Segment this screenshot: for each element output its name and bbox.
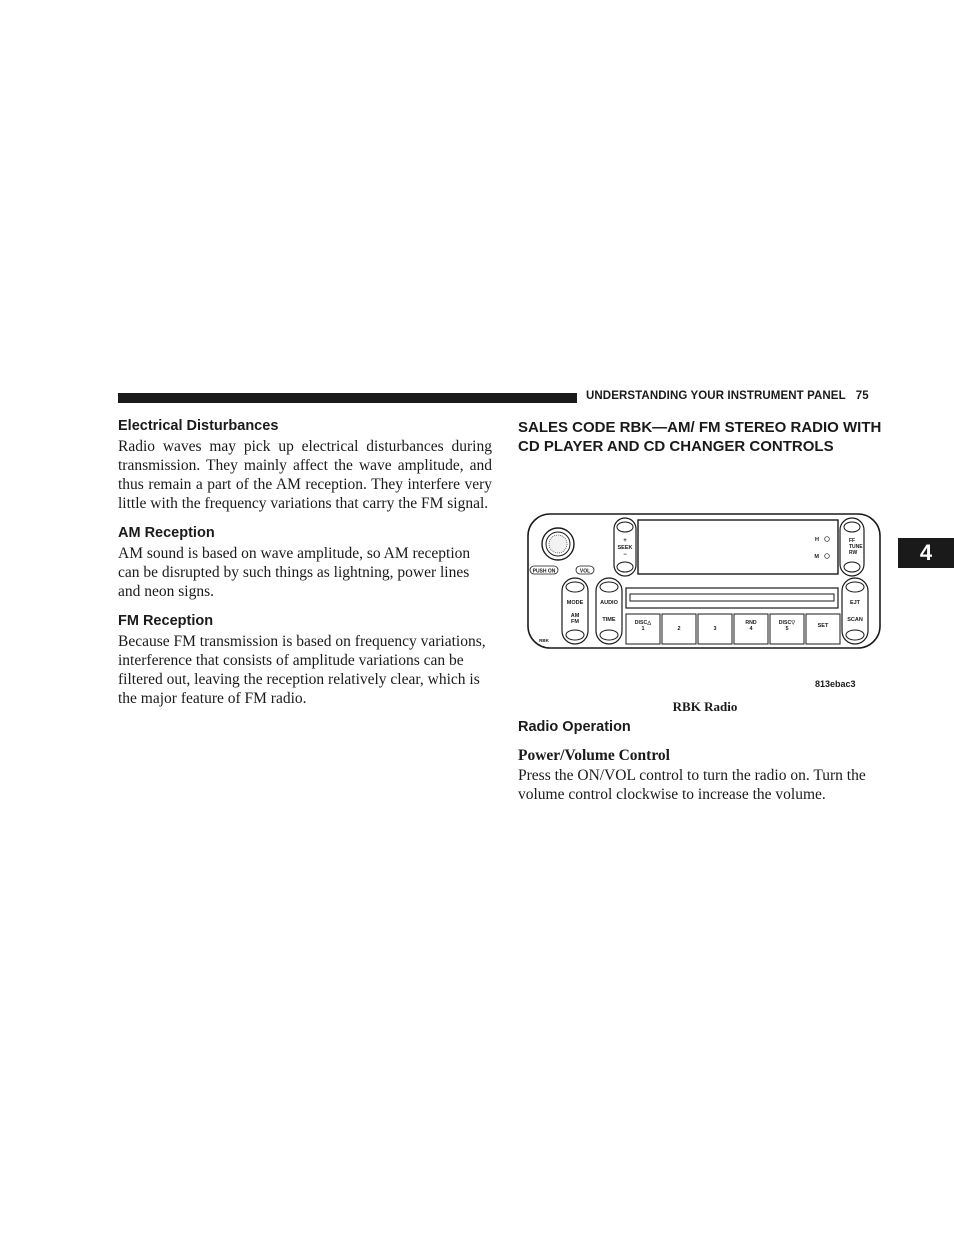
preset-3-label: 3 — [713, 626, 717, 632]
m-indicator-label: M — [814, 554, 819, 560]
preset-4-label: 4 — [749, 626, 753, 632]
ejt-label: EJT — [849, 600, 861, 606]
h-indicator-label: H — [815, 537, 819, 543]
fm-reception-text: Because FM transmission is based on frequency variations, interference that consists of amplitude variations can be filtered out, leaving the reception relatively clear, which is the major feature of FM radio. — [118, 633, 486, 707]
figure-code: 813ebac3 — [815, 679, 856, 689]
audio-label: AUDIO — [600, 600, 618, 606]
cd-slot-frame — [626, 588, 838, 608]
scan-label: SCAN — [847, 617, 863, 623]
radio-operation-heading: Radio Operation — [518, 719, 631, 735]
seek-up-button — [617, 522, 633, 532]
time-label: TIME — [602, 617, 616, 623]
h-indicator — [825, 537, 830, 542]
electrical-disturbances-text: Radio waves may pick up electrical disturbances during transmission. They mainly affect the wave amplitude, and thus remain a part of the AM reception. They interfere very little with the frequency variations that carry the FM signal. — [118, 438, 492, 512]
page-number: 75 — [855, 390, 869, 402]
cd-slot — [630, 594, 834, 601]
am-fm-button — [566, 630, 584, 640]
figure-caption: RBK Radio — [672, 699, 738, 714]
chapter-tab: 4 — [898, 538, 954, 568]
rw-button — [844, 562, 860, 572]
rbk-radio-illustration — [518, 510, 888, 690]
disc-up-label: DISC△ — [634, 620, 652, 626]
electrical-disturbances-heading: Electrical Disturbances — [118, 418, 279, 434]
right-column — [518, 418, 892, 456]
audio-button — [600, 582, 618, 592]
push-on-label: PUSH ON — [532, 568, 556, 575]
volume-knob — [542, 528, 574, 560]
rw-label: RW — [849, 550, 858, 556]
ff-label: FF — [849, 538, 856, 544]
seek-down-button — [617, 562, 633, 572]
ff-button — [844, 522, 860, 532]
header-rule — [118, 393, 577, 403]
preset-5-label: 5 — [785, 626, 789, 632]
seek-minus-label: − — [623, 552, 627, 558]
set-label: SET — [817, 623, 829, 629]
fm-reception-heading: FM Reception — [118, 613, 214, 629]
power-volume-text: Press the ON/VOL control to turn the radio on. Turn the volume control clockwise to increase the volume. — [518, 767, 866, 803]
tune-label: TUNE — [849, 544, 863, 550]
scan-button — [846, 630, 864, 640]
time-button — [600, 630, 618, 640]
preset-1-label: 1 — [641, 626, 645, 632]
power-volume-heading: Power/Volume Control — [518, 747, 670, 764]
am-reception-heading: AM Reception — [118, 525, 215, 541]
radio-section-title: SALES CODE RBK—AM/ FM STEREO RADIO WITH CD PLAYER AND CD CHANGER CONTROLS — [518, 419, 882, 455]
preset-buttons — [626, 614, 840, 644]
m-indicator — [825, 554, 830, 559]
header-section-title: UNDERSTANDING YOUR INSTRUMENT PANEL — [586, 390, 846, 402]
mode-label: MODE — [566, 600, 584, 606]
rbk-model-label: RBK — [539, 638, 549, 643]
seek-label: SEEK — [617, 545, 633, 551]
radio-operation-section — [518, 719, 892, 816]
fm-label: FM — [571, 619, 579, 625]
mode-button — [566, 582, 584, 592]
am-label: AM — [570, 613, 580, 619]
running-header — [586, 390, 869, 402]
radio-display — [638, 520, 838, 574]
rnd-label: RND — [745, 620, 757, 626]
am-reception-text: AM sound is based on wave amplitude, so AM reception can be disrupted by such things as lightning, power lines and neon signs. — [118, 545, 471, 600]
vol-label: VOL — [579, 568, 591, 575]
left-column — [118, 418, 492, 720]
eject-button — [846, 582, 864, 592]
seek-plus-label: + — [623, 538, 627, 544]
preset-2-label: 2 — [677, 626, 681, 632]
disc-down-label: DISC▽ — [778, 620, 796, 626]
